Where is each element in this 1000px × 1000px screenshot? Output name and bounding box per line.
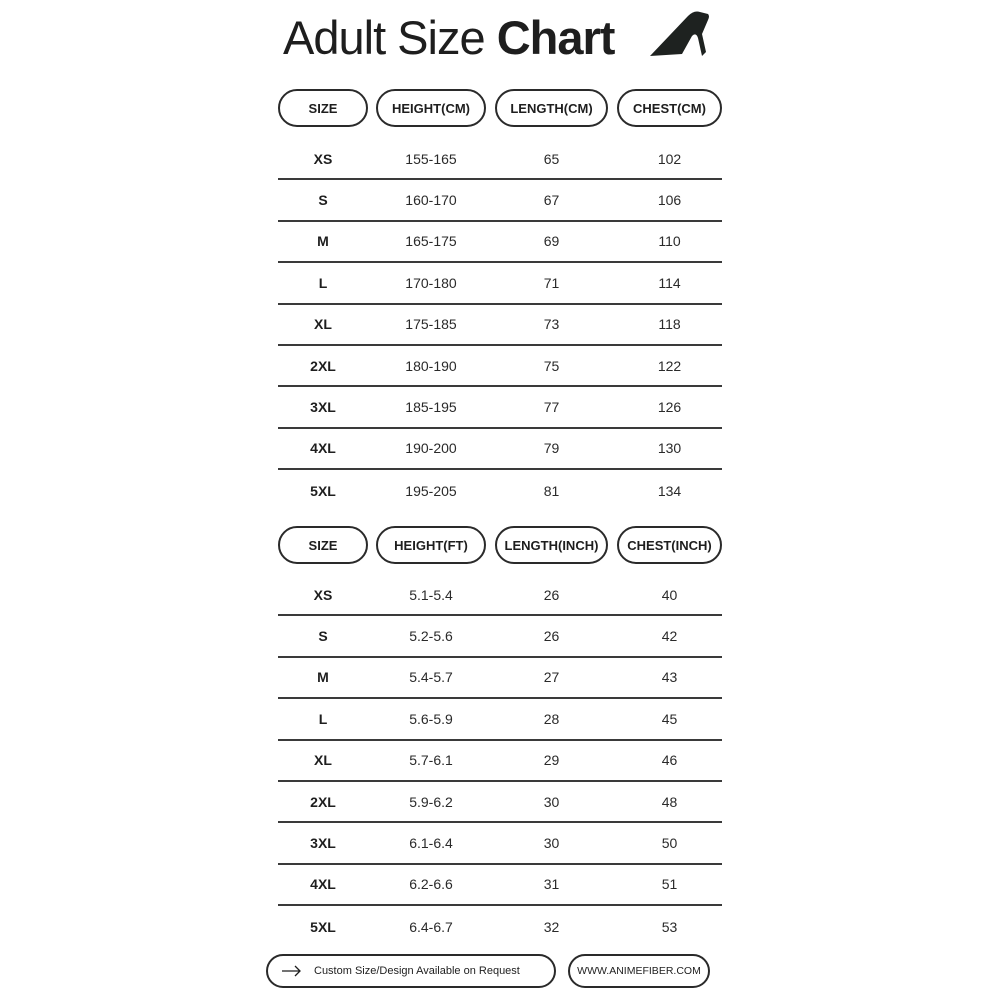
length-cell: 73 [543, 316, 560, 333]
header-length: LENGTH(CM) [495, 89, 608, 127]
table-row [278, 429, 722, 470]
height-cell: 180-190 [405, 357, 457, 374]
height-cell: 5.2-5.6 [409, 628, 453, 645]
table-row [278, 616, 722, 657]
metric-size-table [278, 89, 722, 499]
height-cell: 5.6-5.9 [409, 710, 453, 727]
arrow-right-icon [282, 964, 302, 978]
table-row [278, 470, 722, 511]
table-row [278, 658, 722, 699]
size-cell: S [318, 628, 328, 645]
size-cell: S [318, 192, 328, 209]
chest-cell: 45 [661, 710, 678, 727]
length-cell: 26 [543, 628, 560, 645]
size-cell: XS [313, 586, 333, 603]
chest-cell: 122 [657, 357, 682, 374]
chest-cell: 106 [657, 192, 682, 209]
custom-size-note [266, 954, 556, 988]
imperial-size-table [278, 526, 722, 935]
height-cell: 175-185 [405, 316, 457, 333]
size-cell: L [318, 274, 328, 291]
chest-cell: 42 [661, 628, 678, 645]
size-cell: 5XL [310, 918, 336, 935]
table-body [278, 575, 722, 948]
title-regular: Adult Size [283, 11, 485, 64]
length-cell: 67 [543, 192, 560, 209]
size-cell: 5XL [310, 482, 336, 499]
table-row [278, 305, 722, 346]
header-length: LENGTH(INCH) [495, 526, 608, 564]
size-cell: XL [314, 752, 332, 769]
chest-cell: 48 [661, 793, 678, 810]
title-bold: Chart [496, 11, 615, 64]
length-cell: 81 [543, 482, 560, 499]
size-cell: L [318, 710, 328, 727]
table-row [278, 575, 722, 616]
height-cell: 6.1-6.4 [409, 835, 453, 852]
size-cell: M [317, 233, 329, 250]
table-row [278, 865, 722, 906]
size-cell: 3XL [310, 399, 336, 416]
height-cell: 5.9-6.2 [409, 793, 453, 810]
header-size: SIZE [278, 89, 368, 127]
size-cell: 4XL [310, 440, 336, 457]
table-header-row [278, 526, 722, 564]
size-cell: 4XL [310, 876, 336, 893]
height-cell: 5.7-6.1 [409, 752, 453, 769]
length-cell: 77 [543, 399, 560, 416]
length-cell: 69 [543, 233, 560, 250]
length-cell: 28 [543, 710, 560, 727]
height-cell: 6.2-6.6 [409, 876, 453, 893]
height-cell: 190-200 [405, 440, 457, 457]
length-cell: 27 [543, 669, 560, 686]
table-row [278, 180, 722, 221]
table-row [278, 263, 722, 304]
chest-cell: 114 [658, 274, 681, 291]
table-row [278, 741, 722, 782]
chest-cell: 126 [657, 399, 682, 416]
size-cell: 2XL [310, 793, 336, 810]
chest-cell: 46 [661, 752, 678, 769]
header-chest: CHEST(INCH) [617, 526, 722, 564]
length-cell: 79 [543, 440, 560, 457]
length-cell: 65 [543, 150, 560, 167]
chest-cell: 102 [657, 150, 682, 167]
length-cell: 32 [543, 918, 560, 935]
height-cell: 170-180 [405, 274, 457, 291]
chest-cell: 53 [661, 918, 678, 935]
height-cell: 195-205 [405, 482, 457, 499]
height-cell: 5.4-5.7 [409, 669, 453, 686]
height-cell: 160-170 [405, 192, 457, 209]
table-row [278, 906, 722, 947]
length-cell: 30 [543, 793, 560, 810]
header-size: SIZE [278, 526, 368, 564]
page-title [283, 12, 614, 64]
size-cell: M [317, 669, 329, 686]
header-height: HEIGHT(FT) [376, 526, 486, 564]
brand-logo-icon [648, 10, 712, 60]
chest-cell: 118 [658, 316, 681, 333]
length-cell: 29 [543, 752, 560, 769]
size-cell: XL [314, 316, 332, 333]
header-height: HEIGHT(CM) [376, 89, 486, 127]
header-chest: CHEST(CM) [617, 89, 722, 127]
chest-cell: 51 [661, 876, 678, 893]
chest-cell: 50 [661, 835, 678, 852]
length-cell: 26 [543, 586, 560, 603]
chest-cell: 40 [661, 586, 678, 603]
table-row [278, 782, 722, 823]
chest-cell: 130 [657, 440, 682, 457]
table-row [278, 387, 722, 428]
length-cell: 75 [543, 357, 560, 374]
chest-cell: 134 [657, 482, 682, 499]
chest-cell: 43 [661, 669, 678, 686]
height-cell: 185-195 [405, 399, 457, 416]
table-row [278, 139, 722, 180]
table-header-row [278, 89, 722, 127]
length-cell: 30 [543, 835, 560, 852]
size-cell: 3XL [310, 835, 336, 852]
length-cell: 71 [543, 274, 560, 291]
custom-size-text: Custom Size/Design Available on Request [314, 965, 520, 977]
table-row [278, 222, 722, 263]
length-cell: 31 [543, 876, 560, 893]
chest-cell: 110 [658, 233, 681, 250]
table-row [278, 699, 722, 740]
height-cell: 155-165 [405, 150, 457, 167]
table-row [278, 823, 722, 864]
table-row [278, 346, 722, 387]
header [0, 8, 1000, 68]
table-body [278, 139, 722, 512]
website-badge[interactable]: WWW.ANIMEFIBER.COM [568, 954, 710, 988]
height-cell: 6.4-6.7 [409, 918, 453, 935]
height-cell: 165-175 [405, 233, 457, 250]
size-cell: 2XL [310, 357, 336, 374]
height-cell: 5.1-5.4 [409, 586, 453, 603]
size-cell: XS [313, 150, 333, 167]
